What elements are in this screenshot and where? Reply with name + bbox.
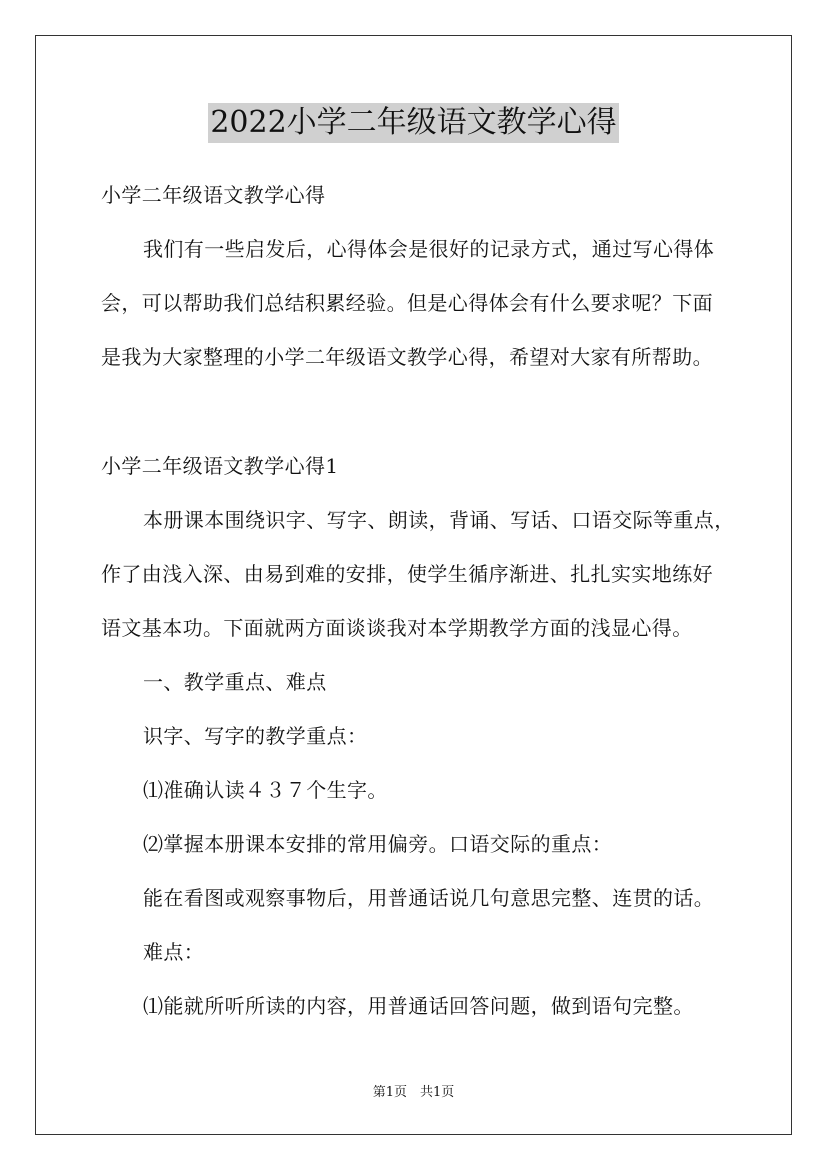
- paragraph-line: 我们有一些启发后，心得体会是很好的记录方式，通过写心得体: [143, 237, 715, 261]
- paragraph-line: 难点：: [143, 940, 205, 964]
- paragraph-line: 语文基本功。下面就两方面谈谈我对本学期教学方面的浅显心得。: [101, 616, 693, 640]
- paragraph-line: 会，可以帮助我们总结积累经验。但是心得体会有什么要求呢？下面: [101, 291, 713, 315]
- section-heading: 小学二年级语文教学心得1: [101, 454, 339, 478]
- paragraph-line: 作了由浅入深、由易到难的安排，使学生循序渐进、扎扎实实地练好: [101, 562, 713, 586]
- paragraph-line: 是我为大家整理的小学二年级语文教学心得，希望对大家有所帮助。: [101, 345, 713, 369]
- title-container: [0, 103, 827, 143]
- paragraph-line: 识字、写字的教学重点：: [143, 724, 368, 748]
- paragraph-line: ⑴能就所听所读的内容，用普通话回答问题，做到语句完整。: [143, 994, 694, 1018]
- paragraph-line: 能在看图或观察事物后，用普通话说几句意思完整、连贯的话。: [143, 886, 715, 910]
- paragraph-line: ⑵掌握本册课本安排的常用偏旁。口语交际的重点：: [143, 832, 613, 856]
- paragraph-line: ⑴准确认读４３７个生字。: [143, 778, 388, 802]
- document-title: 2022小学二年级语文教学心得: [208, 103, 618, 143]
- page-footer: 第1页 共1页: [372, 1085, 455, 1100]
- subtitle: 小学二年级语文教学心得: [101, 183, 326, 207]
- paragraph-line: 本册课本围绕识字、写字、朗读，背诵、写话、口语交际等重点，: [143, 508, 735, 532]
- paragraph-line: 一、教学重点、难点: [143, 670, 327, 694]
